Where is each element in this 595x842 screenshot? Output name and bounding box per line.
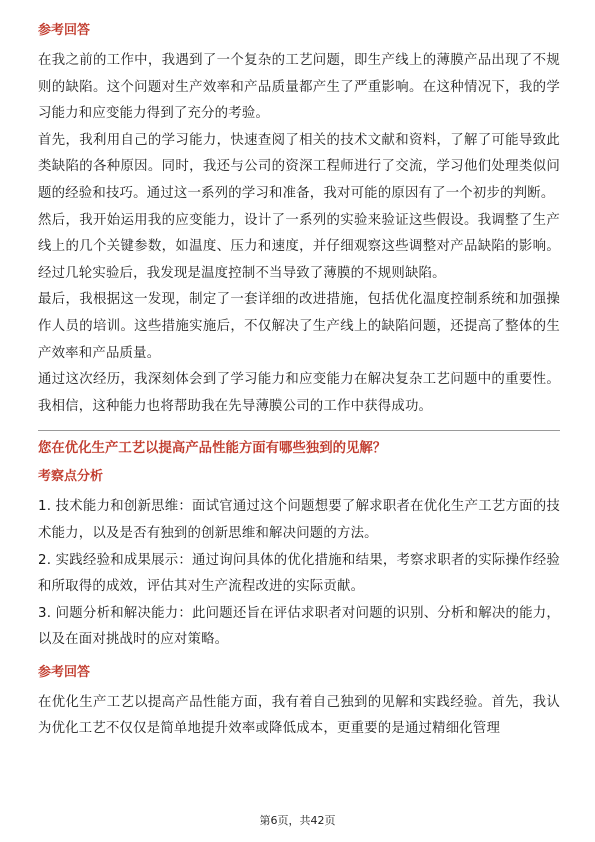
section-divider: [38, 430, 560, 431]
analysis-heading: 考察点分析: [38, 469, 104, 485]
document-page: [38, 20, 560, 743]
question-title: 您在优化生产工艺以提高产品性能方面有哪些独到的见解？: [38, 441, 387, 457]
answer-paragraph: 在我之前的工作中，我遇到了一个复杂的工艺问题，即生产线上的薄膜产品出现了不规则的缺陷。这个问题对生产效率和产品质量都产生了严重影响。在这种情况下，我的学习能力和应变能力得到了充分的考验。: [38, 53, 560, 122]
page-number: 第6页，共42页: [259, 814, 336, 827]
answer-paragraph: 首先，我利用自己的学习能力，快速查阅了相关的技术文献和资料，了解了可能导致此类缺陷的各种原因。同时，我还与公司的资深工程师进行了交流，学习他们处理类似问题的经验和技巧。通过这一系列的学习和准备，我对可能的原因有了一个初步的判断。: [38, 132, 560, 201]
spacer: [38, 654, 560, 662]
answer-paragraph: 最后，我根据这一发现，制定了一套详细的改进措施，包括优化温度控制系统和加强操作人员的培训。这些措施实施后，不仅解决了生产线上的缺陷问题，还提高了整体的生产效率和产品质量。: [38, 292, 560, 361]
answer-paragraph: 通过这次经历，我深刻体会到了学习能力和应变能力在解决复杂工艺问题中的重要性。我相信，这种能力也将帮助我在先导薄膜公司的工作中获得成功。: [38, 372, 560, 414]
analysis-item: 3. 问题分析和解决能力：此问题还旨在评估求职者对问题的识别、分析和解决的能力，以及在面对挑战时的应对策略。: [38, 605, 560, 648]
reference-answer-heading: 参考回答: [38, 23, 91, 38]
answer-paragraph: 在优化生产工艺以提高产品性能方面，我有着自己独到的见解和实践经验。首先，我认为优化工艺不仅仅是简单地提升效率或降低成本，更重要的是通过精细化管理: [38, 694, 560, 737]
answer-paragraph: 然后，我开始运用我的应变能力，设计了一系列的实验来验证这些假设。我调整了生产线上的几个关键参数，如温度、压力和速度，并仔细观察这些调整对产品缺陷的影响。经过几轮实验后，我发现是温度控制不当导致了薄膜的不规则缺陷。: [38, 212, 560, 281]
analysis-item: 2. 实践经验和成果展示：通过询问具体的优化措施和结果，考察求职者的实际操作经验和所取得的成效，评估其对生产流程改进的实际贡献。: [38, 552, 560, 595]
reference-answer-heading: 参考回答: [38, 664, 91, 680]
analysis-item: 1. 技术能力和创新思维：面试官通过这个问题想要了解求职者在优化生产工艺方面的技术能力，以及是否有独到的创新思维和解决问题的方法。: [38, 499, 560, 541]
